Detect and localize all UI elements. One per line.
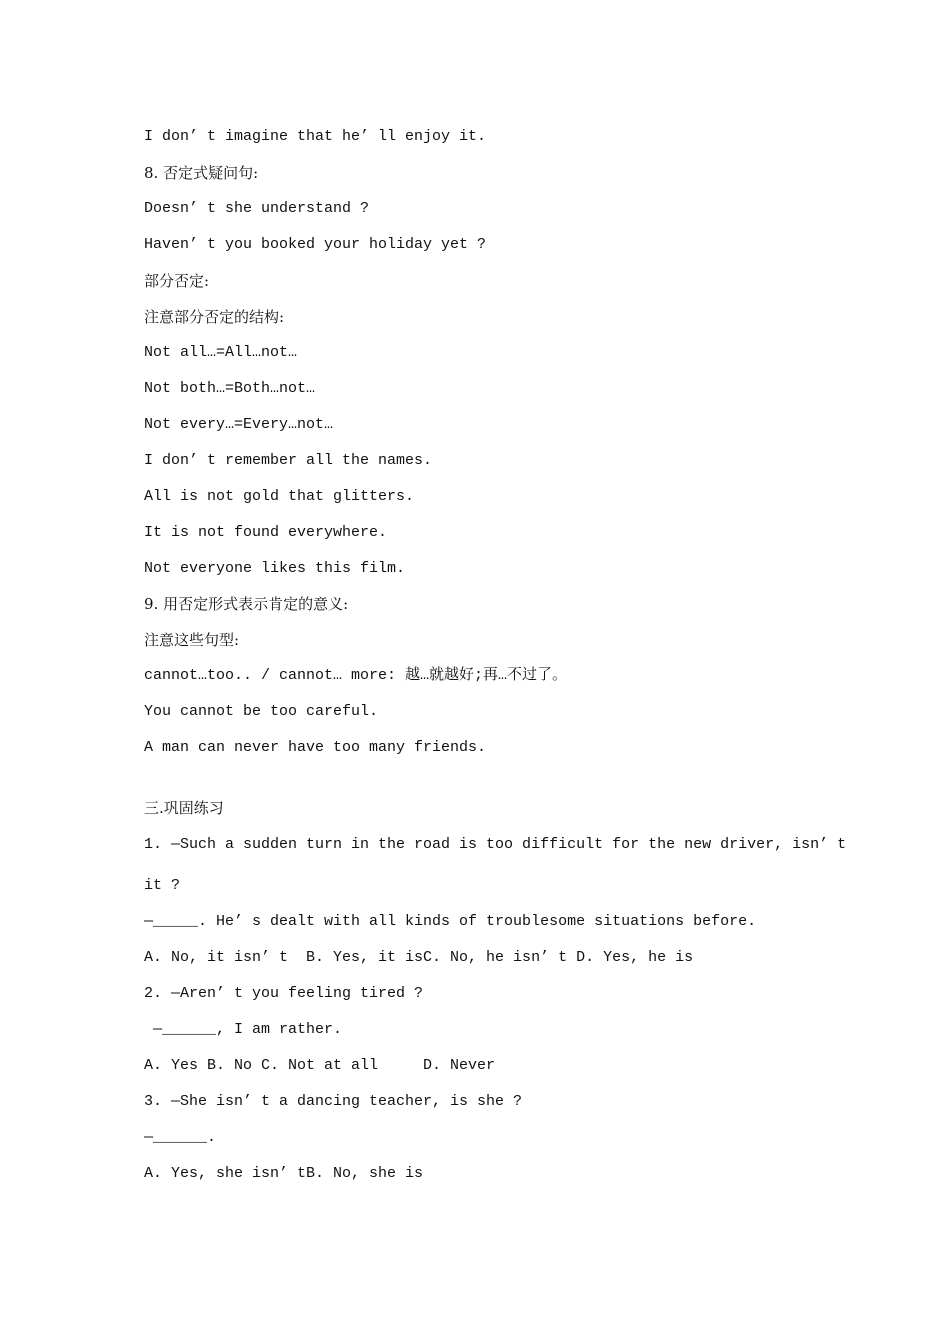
answer-options: A. Yes B. No C. Not at all D. Never — [144, 1057, 496, 1074]
text-line: Not all…=All…not… — [144, 344, 298, 361]
text-line: 注意这些句型: — [144, 631, 240, 649]
text-line: Not every…=Every…not… — [144, 416, 334, 433]
text-line: Haven’ t you booked your holiday yet ? — [144, 236, 487, 253]
section-heading-9: 9. 用否定形式表示肯定的意义: — [144, 595, 349, 613]
text-line: —______. — [144, 1129, 217, 1146]
question-3: 3. —She isn’ t a dancing teacher, is she ? — [144, 1093, 523, 1110]
text-line: I don’ t remember all the names. — [144, 452, 433, 469]
text-line: It is not found everywhere. — [144, 524, 388, 541]
text-line: it ? — [144, 877, 181, 894]
text-line: You cannot be too careful. — [144, 703, 379, 720]
text-line: —_____. He’ s dealt with all kinds of troublesome situations before. — [144, 913, 757, 930]
text-line: I don’ t imagine that he’ ll enjoy it. — [144, 128, 487, 145]
text-line: —______, I am rather. — [144, 1021, 343, 1038]
text-line: Not everyone likes this film. — [144, 560, 406, 577]
text-line: A man can never have too many friends. — [144, 739, 487, 756]
answer-options: A. Yes, she isn’ tB. No, she is — [144, 1165, 424, 1182]
text-line: 注意部分否定的结构: — [144, 308, 285, 326]
text-line: Not both…=Both…not… — [144, 380, 316, 397]
text-line: All is not gold that glitters. — [144, 488, 415, 505]
text-line: Doesn’ t she understand ? — [144, 200, 370, 217]
text-line: cannot…too.. / cannot… more: 越…就越好;再…不过了。 — [144, 667, 568, 684]
question-2: 2. —Aren’ t you feeling tired ? — [144, 985, 424, 1002]
section-heading-3: 三.巩固练习 — [144, 799, 224, 817]
subheading-partial-negation: 部分否定: — [144, 272, 210, 290]
question-1: 1. —Such a sudden turn in the road is too difficult for the new driver, isn’ t — [144, 836, 847, 853]
answer-options: A. No, it isn’ t B. Yes, it isC. No, he isn’ t D. Yes, he is — [144, 949, 694, 966]
section-heading-8: 8. 否定式疑问句: — [144, 164, 259, 182]
